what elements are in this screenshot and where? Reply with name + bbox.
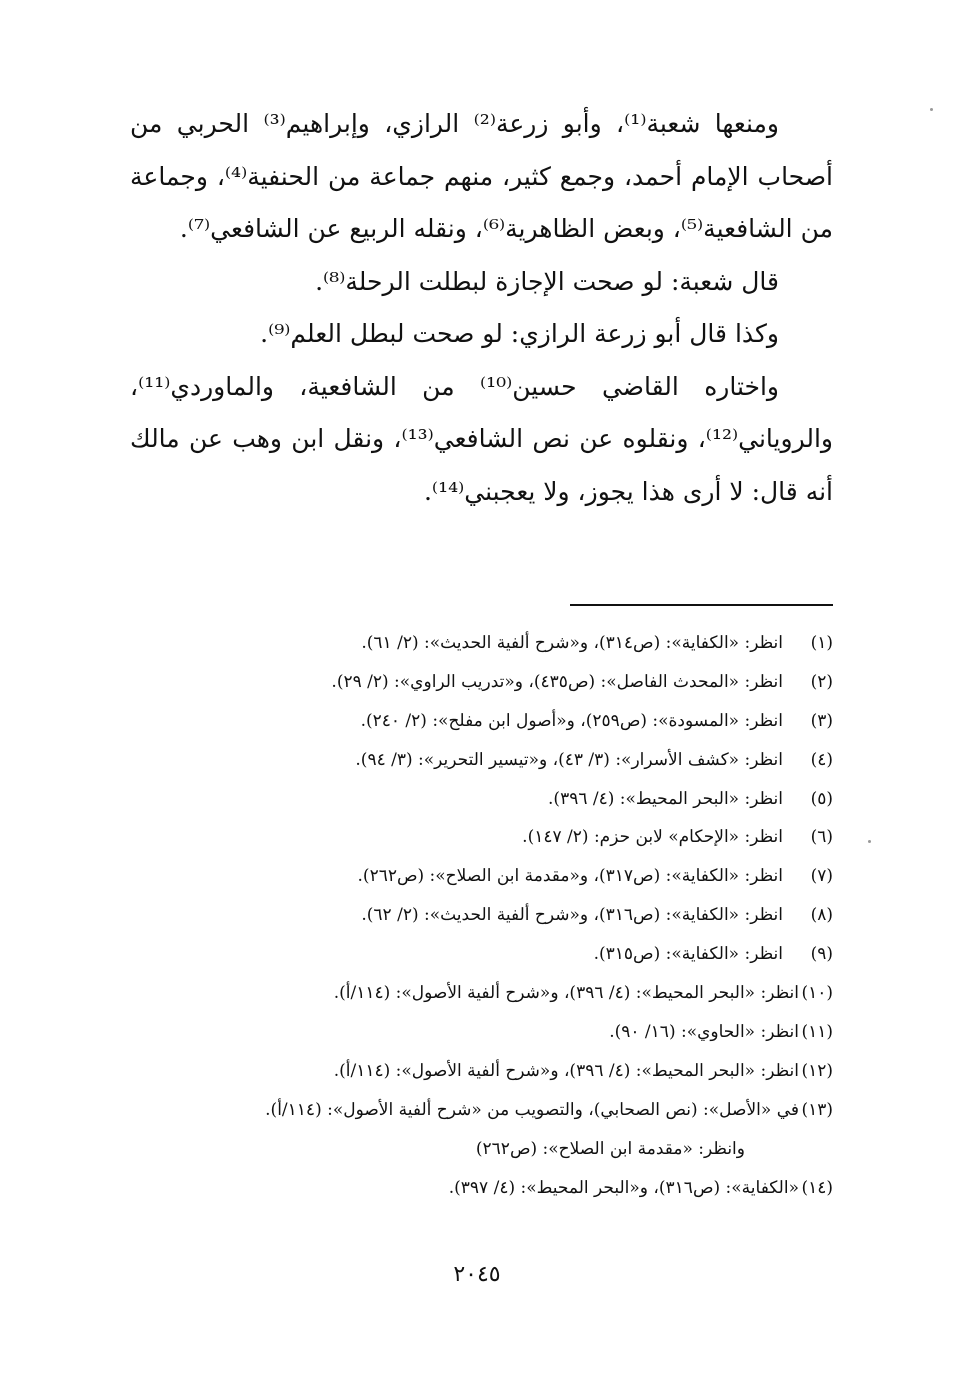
footnote-text: انظر: «المسودة»: (ص٢٥٩)، و«أصول ابن مفلح»: (٢/ ٢٤٠). — [360, 710, 783, 731]
footnote-number: (٧) — [810, 866, 833, 887]
footnote-14 — [120, 1169, 833, 1208]
paragraph-2: قال شعبة: لو صحت الإجازة لبطلت الرحلة⁽⁸⁾. — [315, 266, 779, 296]
footnote-6 — [120, 818, 833, 857]
footnote-8 — [120, 896, 833, 935]
paragraph-1: ومنعها شعبة⁽¹⁾، وأبو زرعة⁽²⁾ الرازي، وإبراهيم⁽³⁾ الحربي من أصحاب الإمام أحمد، وجمع كثير، منهم جماعة من الحنفية⁽⁴⁾، وجماعة من الشافعية⁽⁵⁾، وبعض الظاهرية⁽⁶⁾، ونقله الربيع عن الشافعي⁽⁷⁾. — [130, 109, 833, 243]
footnote-4 — [120, 741, 833, 780]
footnote-11 — [120, 1013, 833, 1052]
footnote-text: انظر: «الكفاية»: (ص٣١٤)، و«شرح ألفية الحديث»: (٢/ ٦١). — [361, 633, 783, 653]
margin-mark — [868, 840, 871, 843]
footnotes-list — [120, 624, 833, 1208]
footnote-text: «الكفاية»: (ص٣١٦)، و«البحر المحيط»: (٤/ ٣٩٧). — [448, 1177, 799, 1198]
footnote-text: انظر: «البحر المحيط»: (٤/ ٣٩٦)، و«شرح ألفية الأصول»: (١١٤/أ). — [333, 983, 799, 1004]
footnote-number: (١٤) — [801, 1177, 833, 1198]
footnote-separator — [570, 604, 833, 606]
footnote-number: (١١) — [801, 1021, 833, 1042]
footnote-7 — [120, 857, 833, 896]
footnote-number: (١) — [810, 633, 833, 653]
footnote-text: انظر: «الكفاية»: (ص٣١٥). — [593, 944, 783, 965]
footnote-text: في «الأصل»: (نص الصحابي)، والتصويب من «شرح ألفية الأصول»: (١١٤/أ). — [265, 1099, 799, 1120]
footnote-text-continued: وانظر: «مقدمة ابن الصلاح»: (ص٢٦٢) — [475, 1138, 745, 1159]
footnote-number: (٩) — [810, 944, 833, 965]
footnote-number: (١٠) — [801, 983, 833, 1004]
paragraph-4: واختاره القاضي حسين⁽¹⁰⁾ من الشافعية، والماوردي⁽¹¹⁾، والروياني⁽¹²⁾، ونقلوه عن نص الشافعي⁽¹³⁾، ونقل ابن وهب عن مالك أنه قال: لا أرى هذا يجوز، ولا يعجبني⁽¹⁴⁾. — [130, 371, 833, 506]
footnote-text: انظر: «البحر المحيط»: (٤/ ٣٩٦). — [548, 788, 783, 809]
footnote-number: (١٣) — [801, 1099, 833, 1120]
footnote-text: انظر: «البحر المحيط»: (٤/ ٣٩٦)، و«شرح ألفية الأصول»: (١١٤/أ). — [333, 1060, 799, 1081]
footnote-12 — [120, 1052, 833, 1091]
footnote-text: انظر: «الإحكام» لابن حزم: (٢/ ١٤٧). — [522, 827, 783, 848]
footnote-number: (٥) — [810, 788, 833, 809]
footnote-1 — [120, 624, 833, 663]
footnote-text: انظر: «الحاوي»: (١٦/ ٩٠). — [609, 1021, 799, 1042]
footnote-text: انظر: «كشف الأسرار»: (٣/ ٤٣)، و«تيسير التحرير»: (٣/ ٩٤). — [355, 749, 783, 770]
footnote-number: (٨) — [810, 905, 833, 926]
footnote-number: (٤) — [810, 749, 833, 770]
footnote-text: انظر: «الكفاية»: (ص٣١٧)، و«مقدمة ابن الصلاح»: (ص٢٦٢). — [357, 866, 783, 887]
footnote-2 — [120, 663, 833, 702]
footnote-13 — [120, 1091, 833, 1169]
footnote-5 — [120, 780, 833, 819]
margin-mark — [930, 108, 933, 111]
footnote-9 — [120, 935, 833, 974]
footnote-number: (١٢) — [801, 1060, 833, 1081]
footnote-10 — [120, 974, 833, 1013]
footnote-3 — [120, 702, 833, 741]
footnote-text: انظر: «الكفاية»: (ص٣١٦)، و«شرح ألفية الحديث»: (٢/ ٦٢). — [361, 905, 783, 926]
footnote-text: انظر: «المحدث الفاصل»: (ص٤٣٥)، و«تدريب الراوي»: (٢/ ٢٩). — [331, 671, 783, 692]
footnote-number: (٣) — [810, 710, 833, 731]
main-text — [130, 98, 833, 518]
footnote-number: (٦) — [810, 827, 833, 848]
footnote-number: (٢) — [810, 671, 833, 692]
paragraph-3: وكذا قال أبو زرعة الرازي: لو صحت لبطل العلم⁽⁹⁾. — [260, 319, 779, 348]
page-number: ٢٠٤٥ — [453, 1262, 501, 1287]
